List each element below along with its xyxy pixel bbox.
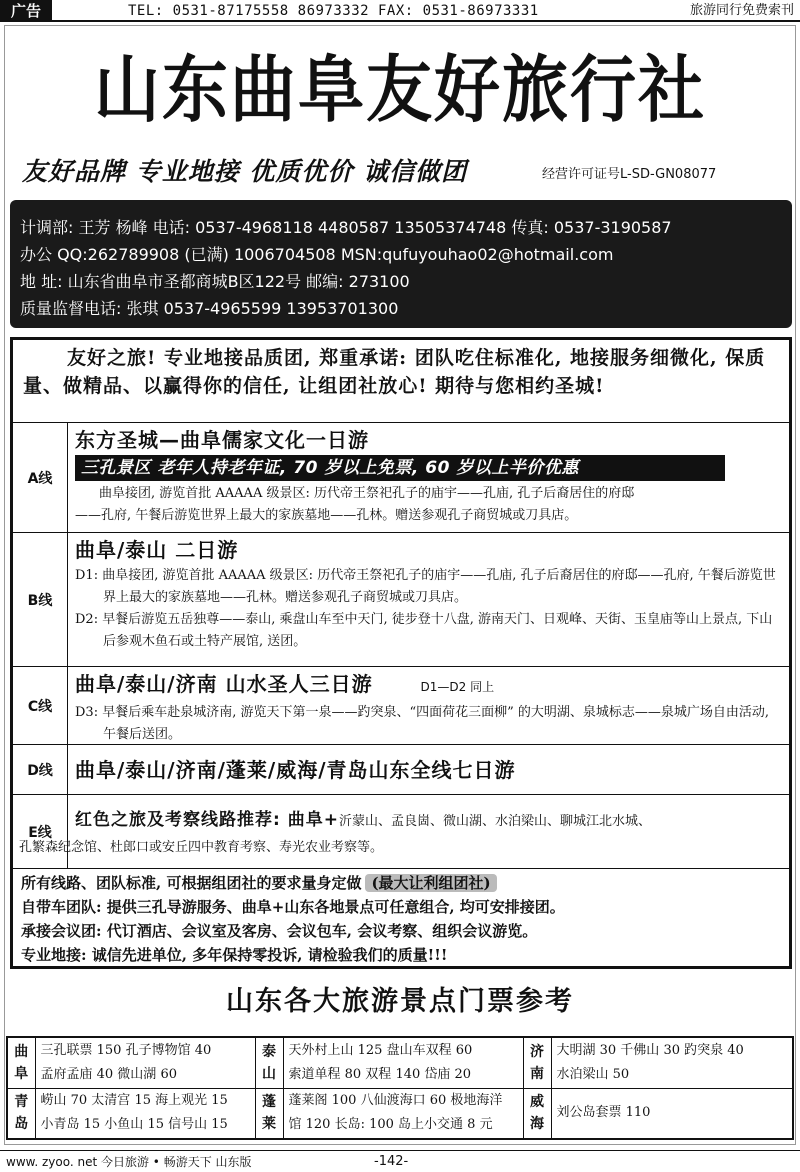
route-e-line	[75, 805, 785, 835]
price-line: 崂山 70 太清宫 15 海上观光 15	[40, 1093, 228, 1109]
intro-text: 友好之旅! 专业地接品质团, 郑重承诺: 团队吃住标准化, 地接服务细微化, 保质量、做精品、以赢得你的信任, 让组团社放心! 期待与您相约圣城!	[23, 347, 766, 397]
contact-line-quality: 质量监督电话: 张琪 0537-4965599 13953701300	[20, 299, 399, 318]
route-c-title: 曲阜/泰山/济南 山水圣人三日游	[75, 672, 373, 696]
contact-box	[10, 200, 792, 328]
price-line: 小青岛 15 小鱼山 15 信号山 15	[40, 1117, 228, 1133]
route-a-text-2: ——孔府, 午餐后游览世界上最大的家族墓地——孔林。赠送参观孔子商贸城或刀具店。	[75, 508, 578, 523]
contact-line-qq: 办公 QQ:262789908 (已满) 1006704508 MSN:qufuyouhao02@hotmail.com	[20, 245, 614, 264]
route-a-text-1: 曲阜接团, 游览首批 AAAAA 级景区: 历代帝王祭祀孔子的庙宇——孔庙, 孔子后裔居住的府邸	[99, 486, 635, 501]
price-line: 蓬莱阁 100 八仙渡海口 60 极地海洋	[288, 1093, 503, 1109]
route-e-label: E线	[13, 795, 68, 868]
footnote-highlight: (最大让利组团社)	[365, 874, 496, 892]
price-line: 天外村上山 125 盘山车双程 60	[288, 1042, 473, 1058]
price-line: 刘公岛套票 110	[556, 1105, 651, 1121]
footnote-custom	[21, 871, 781, 895]
page-number: -142-	[374, 1154, 409, 1169]
prices-jinan	[551, 1037, 793, 1088]
city-qingdao: 青岛	[7, 1088, 35, 1139]
price-line: 馆 120 长岛: 100 岛上小交通 8 元	[288, 1117, 493, 1133]
route-a-title: 东方圣城—曲阜儒家文化一日游	[75, 428, 369, 452]
city-qufu: 曲阜	[7, 1037, 35, 1088]
route-b-label: B线	[13, 533, 68, 666]
routes-box	[10, 337, 792, 969]
route-b-title: 曲阜/泰山 二日游	[75, 538, 239, 562]
city-jinan: 济南	[523, 1037, 551, 1088]
route-b-day2: D2: 早餐后游览五岳独尊——泰山, 乘盘山车至中天门, 徒步登十八盘, 游南天门、日观峰、天街、玉皇庙等山上景点, 下山后参观木鱼石或土特产展馆, 送团。	[75, 612, 773, 649]
route-c-day3: D3: 早餐后乘车赴泉城济南, 游览天下第一泉——趵突泉、“四面荷花三面柳” 的大明湖、泉城标志——泉城广场自由活动, 午餐后送团。	[75, 705, 770, 742]
prices-qingdao	[35, 1088, 255, 1139]
route-d	[13, 744, 789, 794]
route-e-text-inline: 沂蒙山、孟良崮、微山湖、水泊梁山、聊城江北水城、	[338, 814, 651, 829]
route-a-promo: 三孔景区 老年人持老年证, 70 岁以上免票, 60 岁以上半价优惠	[75, 455, 725, 481]
contact-line-dispatch: 计调部: 王芳 杨峰 电话: 0537-4968118 4480587 13505374748 传真: 0537-3190587	[20, 218, 672, 237]
tickets-title: 山东各大旅游景点门票参考	[226, 986, 574, 1017]
footnote-quality: 专业地接: 诚信先进单位, 多年保持零投诉, 请检验我们的质量!!!	[21, 946, 448, 964]
page-footer	[0, 1150, 800, 1172]
route-b-day1: D1: 曲阜接团, 游览首批 AAAAA 级景区: 历代帝王祭祀孔子的庙宇——孔庙, 孔子后裔居住的府邸——孔府, 午餐后游览世界上最大的家族墓地——孔林。赠送参观孔子商贸城或刀具店。	[75, 568, 776, 605]
route-a	[13, 422, 789, 532]
slogan-row	[22, 152, 782, 192]
city-weihai: 威海	[523, 1088, 551, 1139]
license-number: 经营许可证号L-SD-GN08077	[542, 167, 717, 182]
route-d-label: D线	[13, 745, 68, 794]
price-line: 水泊梁山 50	[556, 1066, 630, 1082]
prices-taishan	[283, 1037, 523, 1088]
ticket-row	[7, 1088, 793, 1139]
header-slogan: 旅游同行免费索刊	[689, 3, 794, 18]
header-contact: TEL: 0531-87175558 86973332 FAX: 0531-86973331	[128, 3, 539, 19]
route-c	[13, 666, 789, 744]
route-e-title: 红色之旅及考察线路推荐: 曲阜+	[75, 810, 339, 830]
ticket-price-table	[6, 1036, 794, 1140]
agency-title: 山东曲阜友好旅行社	[94, 48, 706, 133]
price-line: 三孔联票 150 孔子博物馆 40	[40, 1042, 212, 1058]
route-e-text-next: 孔繁森纪念馆、杜郎口或安丘四中教育考察、寿光农业考察等。	[19, 840, 384, 855]
route-c-label: C线	[13, 667, 68, 744]
city-taishan: 泰山	[255, 1037, 283, 1088]
route-e	[13, 794, 789, 868]
footnote-custom-text: 所有线路、团队标准, 可根据组团社的要求量身定做	[21, 874, 362, 892]
route-a-label: A线	[13, 423, 68, 532]
top-bar	[0, 0, 800, 22]
price-line: 大明湖 30 千佛山 30 趵突泉 40	[556, 1042, 744, 1058]
route-c-note: D1—D2 同上	[420, 680, 495, 694]
ticket-row	[7, 1037, 793, 1088]
price-line: 索道单程 80 双程 140 岱庙 20	[288, 1066, 472, 1082]
prices-weihai	[551, 1088, 793, 1139]
prices-qufu	[35, 1037, 255, 1088]
agency-slogan: 友好品牌 专业地接 优质优价 诚信做团	[22, 157, 468, 186]
footnote-conference: 承接会议团: 代订酒店、会议室及客房、会议包车, 会议考察、组织会议游览。	[21, 922, 538, 940]
ad-tag: 广告	[0, 0, 52, 22]
route-d-title: 曲阜/泰山/济南/蓬莱/威海/青岛山东全线七日游	[75, 758, 516, 782]
contact-line-address: 地 址: 山东省曲阜市圣都商城B区122号 邮编: 273100	[20, 272, 410, 291]
footer-site: www. zyoo. net 今日旅游 • 畅游天下 山东版	[6, 1155, 252, 1169]
footnotes	[13, 868, 789, 966]
route-c-title-row	[75, 669, 785, 702]
route-b	[13, 532, 789, 666]
footnote-self-drive: 自带车团队: 提供三孔导游服务、曲阜+山东各地景点可任意组合, 均可安排接团。	[21, 898, 565, 916]
city-penglai: 蓬莱	[255, 1088, 283, 1139]
price-line: 孟府孟庙 40 微山湖 60	[40, 1066, 177, 1082]
prices-penglai	[283, 1088, 523, 1139]
